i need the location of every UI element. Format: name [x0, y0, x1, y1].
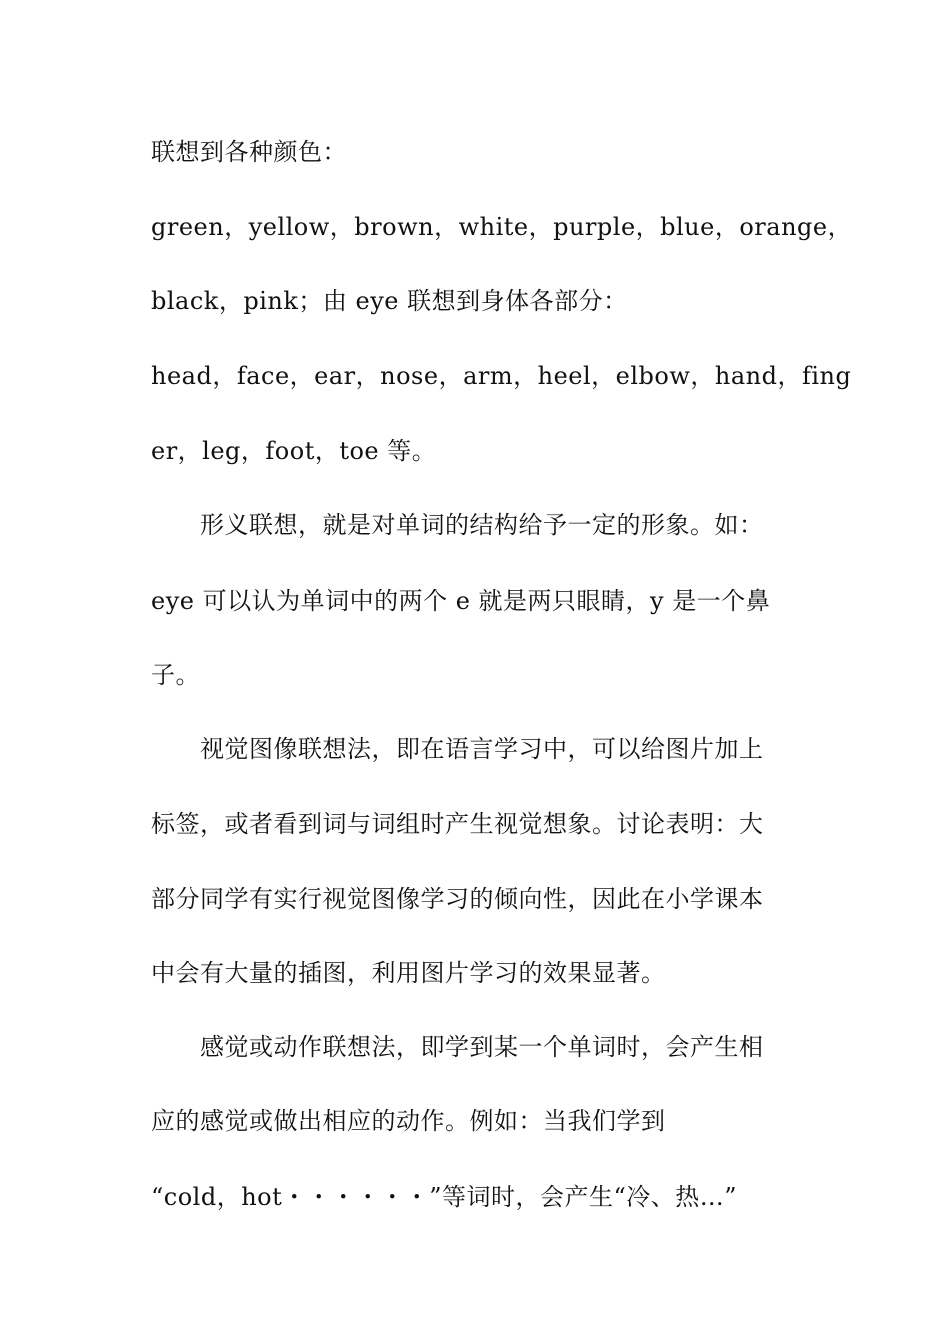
paragraph-sensation-action-line-3: “cold，hot・・・・・・”等词时，会产生“冷、热…”	[151, 1183, 738, 1211]
paragraph-visual-image-line-4: 中会有大量的插图，利用图片学习的效果显著。	[151, 959, 666, 987]
paragraph-sensation-action-line-1: 感觉或动作联想法，即学到某一个单词时，会产生相	[200, 1033, 764, 1061]
paragraph-visual-image-line-3: 部分同学有实行视觉图像学习的倾向性，因此在小学课本	[151, 885, 764, 913]
text-line-2: green，yellow，brown，white，purple，blue，orange，	[151, 213, 853, 241]
paragraph-sensation-action-line-2: 应的感觉或做出相应的动作。例如：当我们学到	[151, 1107, 666, 1135]
paragraph-shape-meaning-line-2: eye 可以认为单词中的两个 e 就是两只眼睛，y 是一个鼻	[151, 587, 771, 615]
text-line-3: black，pink；由 eye 联想到身体各部分：	[151, 287, 628, 315]
paragraph-shape-meaning-line-1: 形义联想，就是对单词的结构给予一定的形象。如：	[200, 511, 764, 539]
paragraph-shape-meaning-line-3: 子。	[151, 661, 200, 689]
text-line-5: er，leg，foot，toe 等。	[151, 437, 437, 465]
text-line-1: 联想到各种颜色：	[151, 138, 347, 166]
text-line-4: head，face，ear，nose，arm，heel，elbow，hand，fing	[151, 362, 852, 390]
paragraph-visual-image-line-2: 标签，或者看到词与词组时产生视觉想象。讨论表明：大	[151, 810, 764, 838]
paragraph-visual-image-line-1: 视觉图像联想法，即在语言学习中，可以给图片加上	[200, 735, 764, 763]
